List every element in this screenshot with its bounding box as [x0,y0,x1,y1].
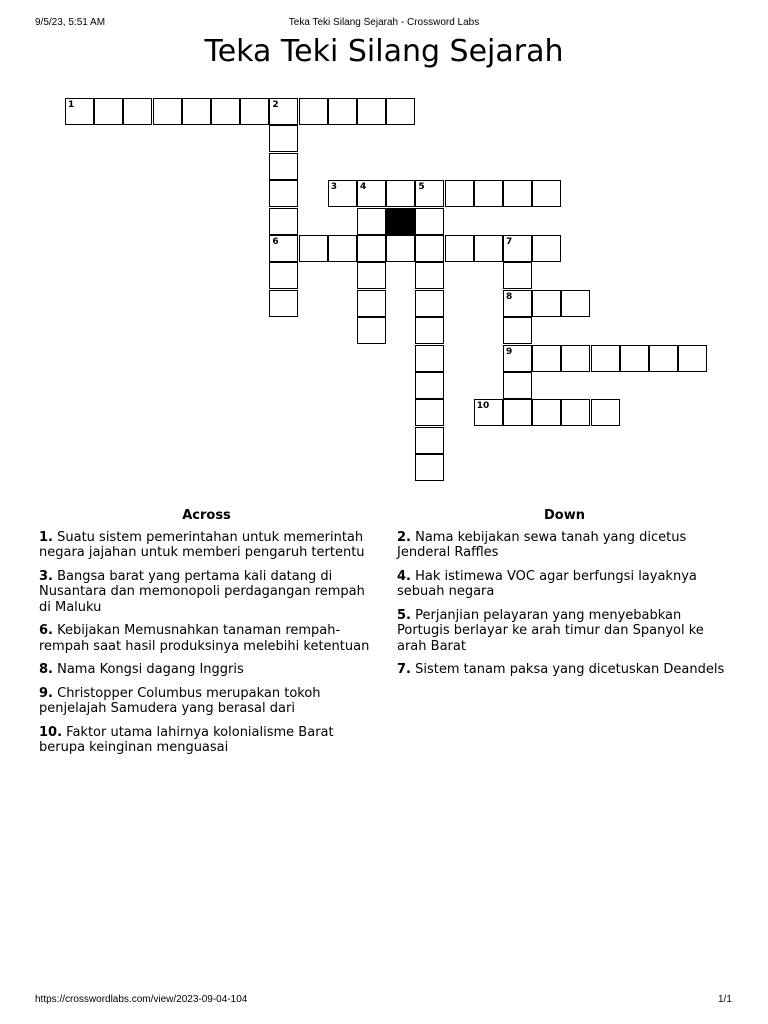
grid-cell[interactable] [269,208,298,235]
grid-cell[interactable] [182,98,211,125]
clue-text: Christopper Columbus merupakan tokoh penjelajah Samudera yang berasal dari [39,685,321,716]
grid-cell[interactable] [357,180,386,207]
cell-number: 6 [272,237,279,247]
grid-cell[interactable] [445,180,474,207]
grid-cell[interactable] [503,180,532,207]
grid-cell[interactable] [357,262,386,289]
crossword-grid [0,0,768,500]
grid-cell[interactable] [386,180,415,207]
grid-cell[interactable] [503,317,532,344]
grid-cell[interactable] [357,208,386,235]
grid-cell[interactable] [269,125,298,152]
grid-cell[interactable] [269,290,298,317]
grid-cell[interactable] [503,372,532,399]
grid-cell[interactable] [532,345,561,372]
grid-cell[interactable] [386,235,415,262]
grid-cell[interactable] [386,98,415,125]
clue-item [39,530,374,561]
clue-number: 4. [397,568,411,584]
grid-cell[interactable] [415,345,444,372]
cell-number: 10 [476,401,490,412]
grid-cell[interactable] [65,98,94,125]
clue-text: Nama Kongsi dagang Inggris [52,662,244,677]
clue-number: 10. [39,724,63,740]
clue-item [397,569,732,600]
grid-cell[interactable] [649,345,678,372]
clue-text: Suatu sistem pemerintahan untuk memerintah negara jajahan untuk memberi pengaruh tertentu [39,529,365,560]
grid-cell[interactable] [620,345,649,372]
clue-text: Perjanjian pelayaran yang menyebabkan Portugis berlayar ke arah timur dan Spanyol ke arah Barat [397,607,704,654]
grid-cell[interactable] [269,180,298,207]
grid-cell[interactable] [415,427,444,454]
grid-cell[interactable] [532,399,561,426]
clue-number: 6. [39,623,53,638]
grid-cell[interactable] [415,399,444,426]
cell-number: 8 [506,291,513,302]
clue-text: Sistem tanam paksa yang dicetuskan Deandels [410,662,725,677]
grid-cell[interactable] [299,235,328,262]
grid-cell[interactable] [561,345,590,372]
grid-cell[interactable] [415,208,444,235]
grid-cell[interactable] [357,317,386,344]
grid-cell[interactable] [503,399,532,426]
grid-cell[interactable] [328,98,357,125]
grid-cell[interactable] [445,235,474,262]
down-clues [397,508,732,686]
clue-item [397,530,732,561]
clue-item [39,662,374,678]
grid-cell[interactable] [474,235,503,262]
page-title: Teka Teki Silang Sejarah [204,34,564,69]
clue-text: Faktor utama lahirnya kolonialisme Barat berupa keinginan menguasai [39,724,334,755]
clue-text: Bangsa barat yang pertama kali datang di Nusantara dan memonopoli perdagangan rempah di Maluku [39,568,365,615]
grid-cell[interactable] [269,153,298,180]
clue-item [39,623,374,654]
grid-cell[interactable] [269,98,298,125]
black-cell [386,208,415,235]
clue-number: 5. [397,607,411,623]
clue-text: Kebijakan Memusnahkan tanaman rempah-rempah saat hasil produksinya melebihi ketentuan [39,623,370,654]
clue-item [39,569,374,616]
across-clues [39,508,374,764]
clue-number: 7. [397,662,411,677]
cell-number: 5 [418,182,425,193]
grid-cell[interactable] [357,290,386,317]
grid-cell[interactable] [561,399,590,426]
print-page-number: 1/1 [718,994,732,1005]
grid-cell[interactable] [357,98,386,125]
grid-cell[interactable] [269,235,298,262]
clue-item [397,608,732,655]
down-heading: Down [544,508,585,523]
grid-cell[interactable] [357,235,386,262]
across-heading: Across [182,508,231,523]
grid-cell[interactable] [503,262,532,289]
clue-text: Hak istimewa VOC agar berfungsi layaknya sebuah negara [397,568,697,599]
grid-cell[interactable] [269,262,298,289]
clue-item [39,686,374,717]
grid-cell[interactable] [415,317,444,344]
print-tab-title: Teka Teki Silang Sejarah - Crossword Labs [288,17,480,28]
grid-cell[interactable] [591,399,620,426]
grid-cell[interactable] [415,235,444,262]
grid-cell[interactable] [328,235,357,262]
grid-cell[interactable] [503,345,532,372]
cell-number: 3 [330,182,338,193]
grid-cell[interactable] [532,290,561,317]
clue-number: 1. [39,529,53,545]
grid-cell[interactable] [123,98,152,125]
grid-cell[interactable] [415,290,444,317]
grid-cell[interactable] [415,180,444,207]
grid-cell[interactable] [503,290,532,317]
cell-number: 2 [272,100,279,110]
print-url: https://crosswordlabs.com/view/2023-09-04-104 [35,994,248,1005]
grid-cell[interactable] [474,399,503,426]
clue-number: 2. [397,529,411,545]
grid-cell[interactable] [532,235,561,262]
grid-cell[interactable] [532,180,561,207]
grid-cell[interactable] [678,345,707,372]
grid-cell[interactable] [415,454,444,481]
grid-cell[interactable] [328,180,357,207]
clue-number: 3. [39,568,53,584]
grid-cell[interactable] [561,290,590,317]
cell-number: 9 [506,346,513,357]
grid-cell[interactable] [299,98,328,125]
print-datetime: 9/5/23, 5:51 AM [35,17,106,28]
grid-cell[interactable] [94,98,123,125]
clue-number: 8. [39,662,53,677]
clue-item [397,662,732,678]
grid-cell[interactable] [415,372,444,399]
grid-cell[interactable] [474,180,503,207]
grid-cell[interactable] [211,98,240,125]
clue-text: Nama kebijakan sewa tanah yang dicetus Jenderal Raffles [397,529,687,560]
cell-number: 7 [506,237,513,247]
clue-item [39,725,374,756]
grid-cell[interactable] [591,345,620,372]
grid-cell[interactable] [415,262,444,289]
cell-number: 4 [360,182,367,193]
clue-number: 9. [39,685,53,701]
grid-cell[interactable] [153,98,182,125]
grid-cell[interactable] [503,235,532,262]
grid-cell[interactable] [240,98,269,125]
cell-number: 1 [68,100,75,110]
